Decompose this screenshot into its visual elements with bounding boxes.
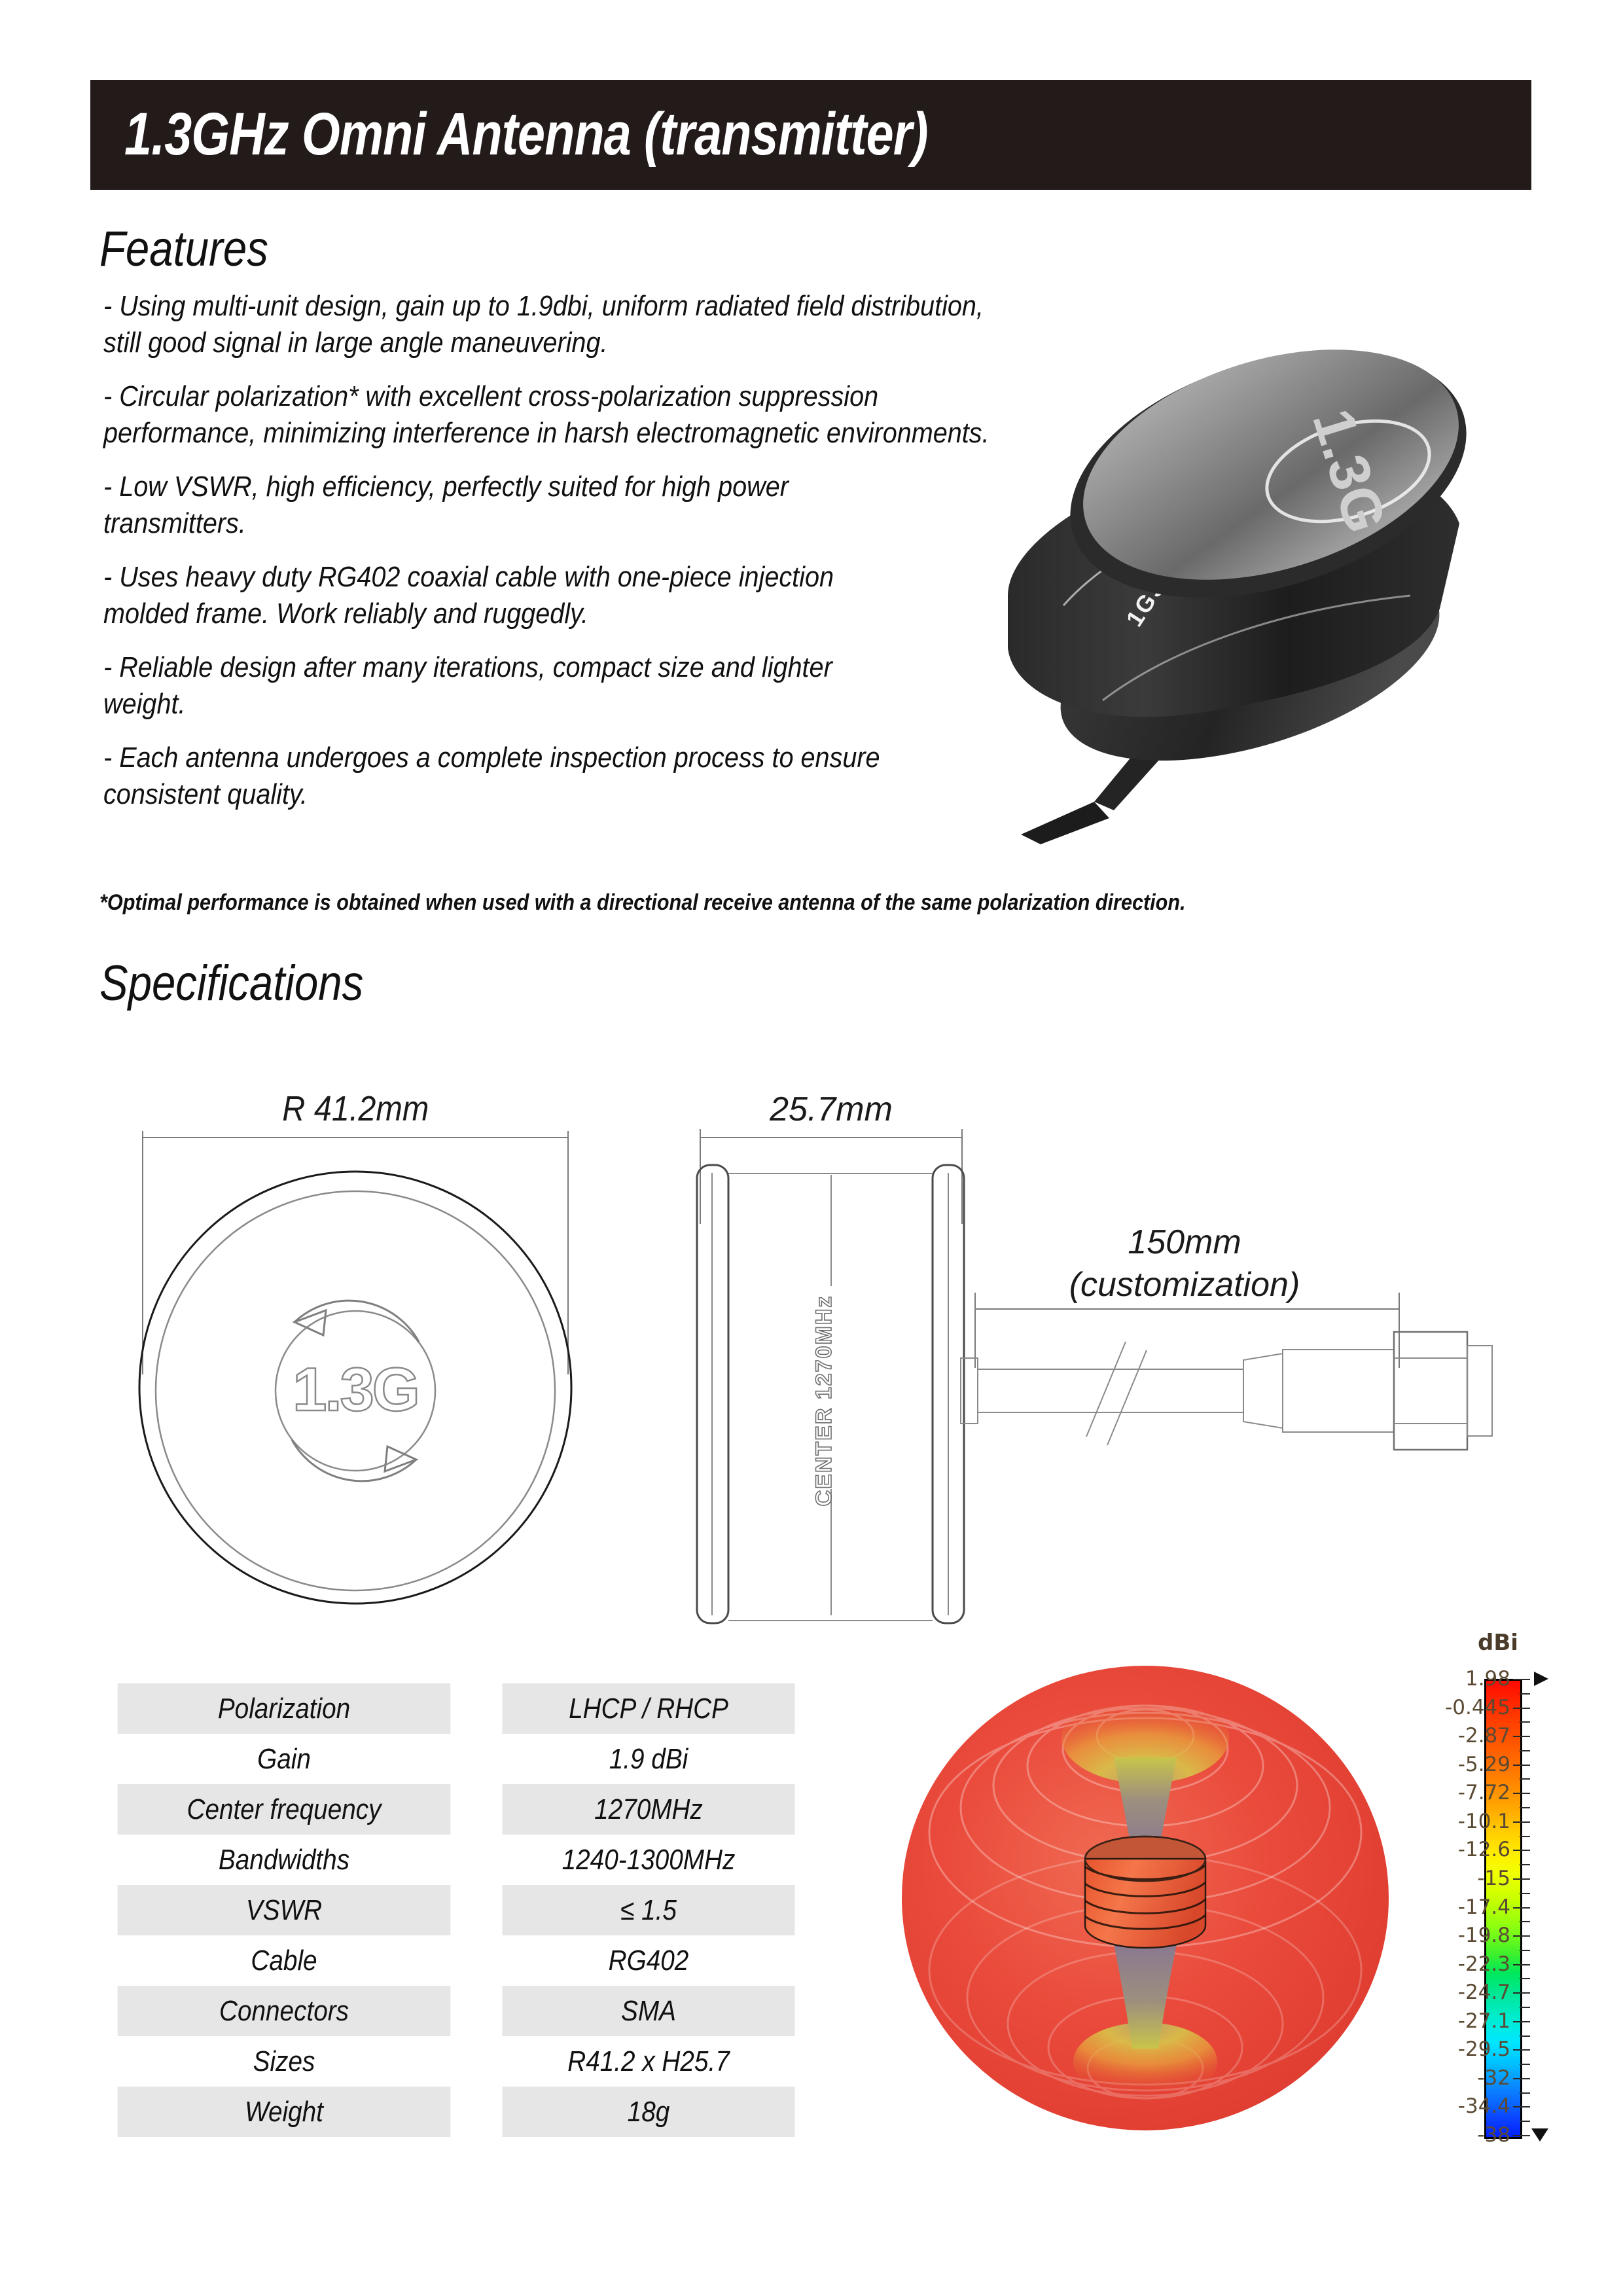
table-row: [95, 1784, 815, 1835]
table-row: [95, 2087, 815, 2137]
colorbar-tick: [1513, 1793, 1530, 1794]
spec-key: Polarization: [118, 1683, 451, 1734]
colorbar-tick: [1513, 1765, 1530, 1766]
spec-key: Gain: [257, 1742, 311, 1775]
drawing-side-view: [668, 1060, 1558, 1636]
features-list: [103, 288, 1020, 830]
colorbar-tick-label: -24.7: [1457, 1981, 1510, 2005]
product-top-logo: 1.3G: [1300, 401, 1399, 540]
spec-value: ≤ 1.5: [502, 1885, 794, 1935]
colorbar-tick-minor: [1520, 2036, 1530, 2037]
colorbar-tick-minor: [1520, 1836, 1530, 1837]
spec-key: Cable: [251, 1944, 317, 1977]
spec-value: 18g: [502, 2087, 794, 2137]
colorbar-tick-minor: [1520, 2064, 1530, 2065]
colorbar-tick-label: -34.4: [1457, 2094, 1510, 2119]
colorbar-tick: [1513, 1907, 1530, 1909]
colorbar-tick: [1513, 2021, 1530, 2022]
colorbar-tick-minor: [1520, 1864, 1530, 1865]
colorbar-tick-minor: [1520, 1693, 1530, 1695]
spec-value: SMA: [502, 1986, 794, 2036]
table-row: [95, 1734, 815, 1784]
colorbar-tick: [1513, 1935, 1530, 1937]
colorbar-tick-minor: [1520, 1721, 1530, 1723]
colorbar-min-arrow: [1531, 2128, 1548, 2142]
colorbar-tick-label: -7.72: [1457, 1781, 1510, 1805]
colorbar-tick: [1513, 1878, 1530, 1880]
feature-item: - Reliable design after many iterations, compact size and lighter weight.: [103, 651, 832, 720]
colorbar-tick-minor: [1520, 1978, 1530, 1979]
colorbar-tick-label: -5.29: [1457, 1752, 1510, 1776]
spec-key: Sizes: [253, 2045, 315, 2077]
cable-length-label: 150mm: [1128, 1223, 1241, 1261]
feature-item: - Using multi-unit design, gain up to 1.9dbi, uniform radiated field distribution, still good signal in large angle maneuvering.: [103, 290, 984, 359]
colorbar-tick: [1513, 1708, 1530, 1709]
top-view-dimension-label: R 41.2mm: [282, 1088, 429, 1128]
specifications-table: [95, 1683, 815, 2137]
colorbar-tick-minor: [1520, 2007, 1530, 2008]
spec-value: R41.2 x H25.7: [567, 2045, 730, 2077]
colorbar-tick-minor: [1520, 1778, 1530, 1780]
features-heading: Features: [99, 221, 268, 277]
colorbar-tick-label: -32: [1477, 2066, 1510, 2090]
colorbar-tick-label: -22.3: [1457, 1952, 1510, 1976]
table-row: [95, 1835, 815, 1885]
spec-value: 1270MHz: [502, 1784, 794, 1835]
table-row: [95, 1683, 815, 1734]
spec-key: Center frequency: [118, 1784, 451, 1835]
features-footnote: *Optimal performance is obtained when used with a directional receive antenna of the same polarization direction.: [99, 890, 1186, 915]
cable-customization-label: (customization): [1069, 1266, 1300, 1304]
side-view-width-label: 25.7mm: [770, 1090, 893, 1128]
colorbar-tick: [1513, 1821, 1530, 1823]
feature-item: - Low VSWR, high efficiency, perfectly suited for high power transmitters.: [103, 471, 789, 539]
top-view-logo-text: 1.3G: [293, 1355, 418, 1424]
colorbar-tick-label: -38: [1477, 2123, 1510, 2147]
colorbar-tick: [1513, 2135, 1530, 2136]
colorbar-tick: [1513, 1736, 1530, 1737]
feature-item: - Circular polarization* with excellent cross-polarization suppression performance, minimizing interference in harsh electromagnetic environments.: [103, 380, 990, 449]
colorbar-tick-label: -27.1: [1457, 2009, 1510, 2033]
radiation-pattern-plot: [851, 1636, 1440, 2160]
spec-key: Connectors: [118, 1986, 451, 2036]
colorbar-tick: [1513, 1850, 1530, 1851]
colorbar-tick: [1513, 2049, 1530, 2051]
spec-value: RG402: [608, 1944, 689, 1977]
table-row: [95, 2036, 815, 2087]
spec-key: VSWR: [118, 1885, 451, 1935]
colorbar-tick-minor: [1520, 2092, 1530, 2094]
colorbar-tick: [1513, 2106, 1530, 2108]
colorbar-tick-minor: [1520, 1921, 1530, 1922]
colorbar-tick-minor: [1520, 2121, 1530, 2122]
table-row: [95, 1935, 815, 1986]
colorbar-tick-label: -17.4: [1457, 1895, 1510, 1919]
table-row: [95, 1986, 815, 2036]
side-view-body-text: CENTER 1270MHz: [812, 1295, 836, 1507]
colorbar-tick-minor: [1520, 1807, 1530, 1808]
colorbar-legend: [1400, 1630, 1571, 2153]
colorbar-tick-minor: [1520, 1950, 1530, 1951]
colorbar-tick: [1513, 1992, 1530, 1994]
spec-value: 1.9 dBi: [609, 1742, 688, 1775]
feature-item: - Each antenna undergoes a complete inspection process to ensure consistent quality.: [103, 742, 880, 810]
colorbar-tick-label: -29.5: [1457, 2037, 1510, 2062]
colorbar-tick: [1513, 2078, 1530, 2079]
specifications-heading: Specifications: [99, 956, 364, 1011]
colorbar-tick-label: -0.445: [1445, 1695, 1510, 1719]
colorbar-tick-label: -10.1: [1457, 1809, 1510, 1833]
colorbar-max-arrow: [1534, 1672, 1548, 1686]
page-title: 1.3GHz Omni Antenna (transmitter): [124, 101, 928, 168]
table-row: [95, 1885, 815, 1935]
colorbar-tick-label: -19.8: [1457, 1924, 1510, 1948]
colorbar-unit-label: dBi: [1478, 1630, 1518, 1656]
colorbar-tick: [1513, 1964, 1530, 1965]
colorbar-tick-label: -12.6: [1457, 1838, 1510, 1862]
colorbar-tick-minor: [1520, 1893, 1530, 1894]
feature-item: - Uses heavy duty RG402 coaxial cable with one-piece injection molded frame. Work reliably and ruggedly.: [103, 561, 834, 630]
colorbar-tick-minor: [1520, 1750, 1530, 1751]
colorbar-tick-label: -15: [1477, 1866, 1510, 1890]
spec-key: Bandwidths: [218, 1843, 350, 1876]
colorbar-tick-label: 1.98: [1465, 1667, 1510, 1691]
colorbar-tick: [1513, 1679, 1530, 1680]
spec-value: 1240-1300MHz: [562, 1843, 736, 1876]
spec-key: Weight: [118, 2087, 451, 2137]
colorbar-tick-label: -2.87: [1457, 1724, 1510, 1748]
drawing-top-view: [98, 1060, 661, 1636]
product-photo: [942, 242, 1544, 844]
spec-value: LHCP / RHCP: [502, 1683, 794, 1734]
